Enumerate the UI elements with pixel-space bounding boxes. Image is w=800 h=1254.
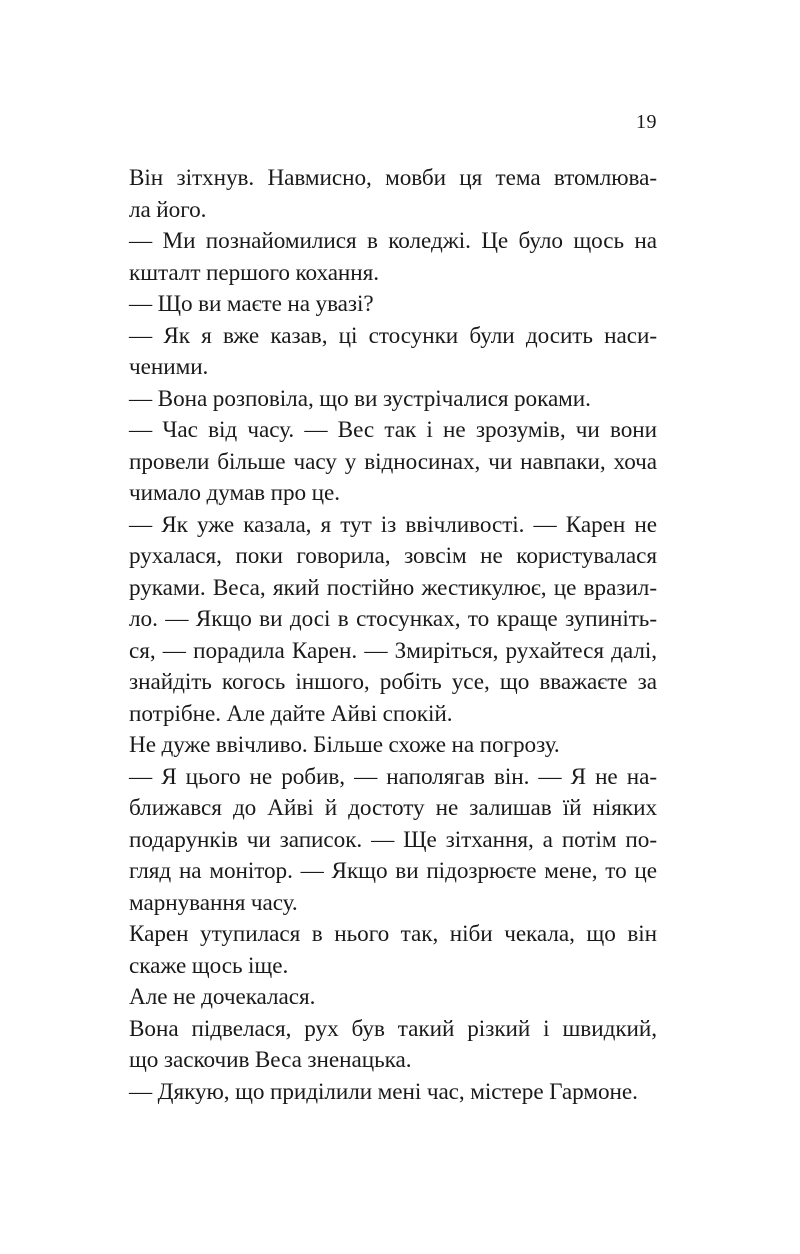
text-line: що заскочив Веса зненацька. xyxy=(129,1047,412,1073)
body-text-block xyxy=(105,163,657,1108)
paragraph xyxy=(105,226,657,289)
text-line: — Я цього не робив, — наполягав він. — Я не на- xyxy=(129,763,657,790)
text-line: знайдіть когось іншого, робіть усе, що вважаєте за xyxy=(129,669,657,695)
paragraph xyxy=(105,762,657,920)
text-line: подарунків чи записок. — Ще зітхання, а потім по- xyxy=(129,826,657,853)
paragraph xyxy=(105,1077,657,1109)
text-line: марнування часу. xyxy=(129,889,298,916)
text-line: руками. Веса, який постійно жестикулює, це вразил- xyxy=(129,574,657,601)
text-line: ла його. xyxy=(129,196,207,223)
text-line: ченими. xyxy=(129,354,209,380)
text-line: потрібне. Але дайте Айві спокій. xyxy=(129,700,453,727)
text-line: чимало думав про це. xyxy=(129,480,340,506)
paragraph xyxy=(105,289,657,321)
text-line: гляд на монітор. — Якщо ви підозрюєте мене, то це xyxy=(129,858,657,884)
paragraph xyxy=(105,919,657,982)
text-line: — Час від часу. — Вес так і не зрозумів, чи вони xyxy=(129,417,657,443)
text-line: провели більше часу у відносинах, чи навпаки, хоча xyxy=(129,448,657,475)
text-line: Вона підвелася, рух був такий різкий і швидкий, xyxy=(129,1015,657,1042)
page-number: 19 xyxy=(636,111,657,133)
paragraph xyxy=(105,730,657,762)
paragraph xyxy=(105,1014,657,1077)
text-line: ближався до Айві й достоту не залишав їй ніяких xyxy=(129,795,657,821)
text-line: Але не дочекалася. xyxy=(129,984,316,1010)
text-line: Він зітхнув. Навмисно, мовби ця тема втомлюва- xyxy=(129,165,657,191)
paragraph xyxy=(105,415,657,510)
text-line: скаже щось іще. xyxy=(129,952,289,979)
paragraph xyxy=(105,321,657,384)
text-line: — Ми познайомилися в коледжі. Це було щось на xyxy=(129,228,657,254)
text-line: — Дякую, що приділили мені час, містере Гармоне. xyxy=(129,1078,638,1105)
text-line: кшталт першого кохання. xyxy=(129,259,380,286)
text-line: — Як я вже казав, ці стосунки були досить наси- xyxy=(129,322,657,349)
text-line: рухалася, поки говорила, зовсім не користувалася xyxy=(129,543,657,569)
text-line: — Як уже казала, я тут із ввічливості. — Карен не xyxy=(129,511,657,538)
text-line: Карен утупилася в нього так, ніби чекала, що він xyxy=(129,921,657,947)
text-line: — Вона розповіла, що ви зустрічалися роками. xyxy=(129,385,591,412)
paragraph xyxy=(105,384,657,416)
text-line: Не дуже ввічливо. Більше схоже на погрозу. xyxy=(129,732,560,758)
text-line: ся, — порадила Карен. — Змиріться, рухайтеся далі, xyxy=(129,637,657,664)
text-line: — Що ви маєте на увазі? xyxy=(129,291,374,317)
paragraph xyxy=(105,163,657,226)
paragraph xyxy=(105,510,657,731)
paragraph xyxy=(105,982,657,1014)
text-line: ло. — Якщо ви досі в стосунках, то краще зупиніть- xyxy=(129,606,657,632)
